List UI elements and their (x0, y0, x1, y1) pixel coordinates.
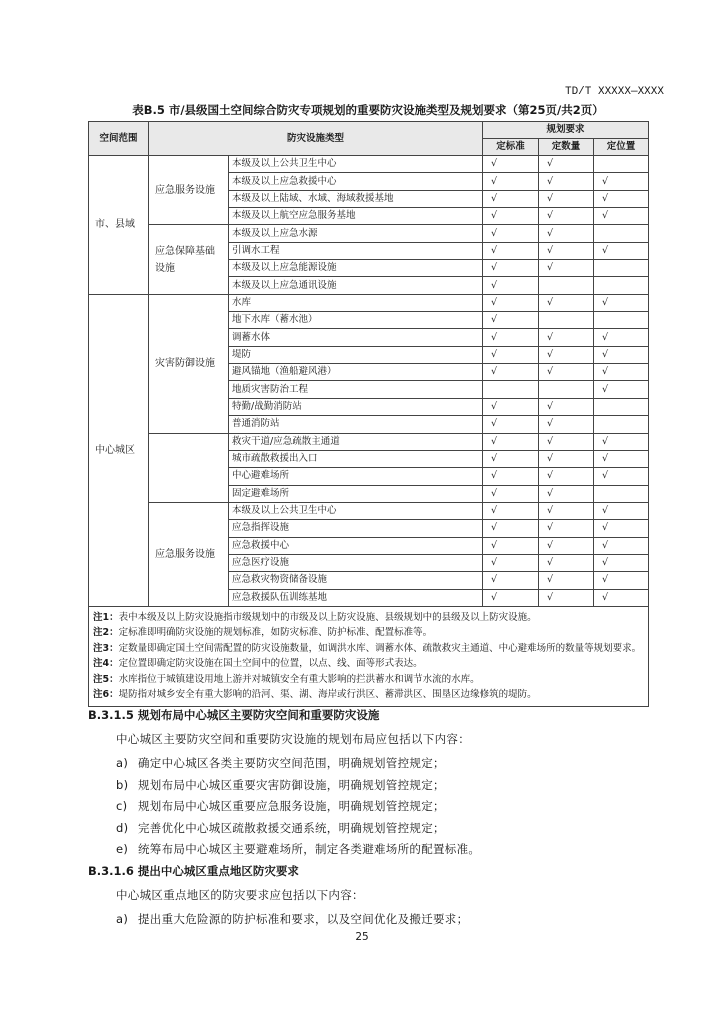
check-cell-pos (594, 260, 649, 277)
list-item-text: 规划布局中心城区重要应急服务设施，明确规划管控规定； (138, 799, 445, 813)
check-cell-qty: √ (539, 468, 594, 485)
header-facility-type: 防灾设施类型 (149, 122, 483, 156)
check-cell-pos: √ (594, 190, 649, 207)
facility-name-cell: 本级及以上应急救援中心 (229, 173, 483, 190)
list-marker: d) (116, 820, 129, 835)
check-cell-pos: √ (594, 450, 649, 467)
facility-name-cell: 救灾干道/应急疏散主通道 (229, 433, 483, 450)
list-marker: e) (116, 842, 129, 856)
facility-name-cell: 城市疏散救援出入口 (229, 450, 483, 467)
facility-name-cell: 固定避难场所 (229, 485, 483, 502)
facility-name-cell: 地下水库（蓄水池） (229, 312, 483, 329)
check-cell-qty: √ (539, 572, 594, 589)
note-text: 定数量即确定国土空间需配置的防灾设施数量，如调洪水库、调蓄水体、疏散救灾主通道、中心避难场所的数量等规划要求。 (118, 642, 642, 654)
header-scope: 空间范围 (89, 122, 149, 156)
facility-name-cell: 本级及以上公共卫生中心 (229, 156, 483, 173)
section-intro-b3116: 中心城区重点地区的防灾要求应包括以下内容： (116, 888, 364, 902)
facility-name-cell: 应急指挥设施 (229, 520, 483, 537)
check-cell-std: √ (483, 520, 539, 537)
check-cell-std: √ (483, 572, 539, 589)
list-item-text: 完善优化中心城区疏散救援交通系统，明确规划管控规定； (138, 820, 445, 835)
check-cell-std: √ (483, 537, 539, 554)
check-cell-qty (539, 277, 594, 294)
check-cell-std: √ (483, 329, 539, 346)
table-note (93, 687, 644, 703)
check-cell-std: √ (483, 589, 539, 606)
check-cell-pos: √ (594, 173, 649, 190)
check-cell-std: √ (483, 450, 539, 467)
check-cell-qty: √ (539, 364, 594, 381)
check-cell-std: √ (483, 502, 539, 519)
check-cell-qty: √ (539, 502, 594, 519)
note-label: 注1： (93, 611, 119, 623)
check-cell-std: √ (483, 416, 539, 433)
check-cell-pos: √ (594, 329, 649, 346)
note-label: 注5： (93, 673, 119, 685)
list-item (116, 820, 445, 836)
section-heading-b3115: B.3.1.5 规划布局中心城区主要防灾空间和重要防灾设施 (88, 708, 380, 722)
check-cell-std: √ (483, 433, 539, 450)
list-item-text: 提出重大危险源的防护标准和要求，以及空间优化及搬迁要求； (138, 912, 469, 926)
facility-name-cell: 堤防 (229, 346, 483, 363)
check-cell-std: √ (483, 312, 539, 329)
check-cell-std: √ (483, 485, 539, 502)
list-item (116, 841, 480, 857)
list-item-text: 规划布局中心城区重要灾害防御设施，明确规划管控规定； (138, 777, 445, 792)
table-title: 表B.5 市/县级国土空间综合防灾专项规划的重要防灾设施类型及规划要求（第25页/共2页） (132, 103, 604, 117)
check-cell-std: √ (483, 554, 539, 571)
table-note (93, 625, 644, 641)
facility-name-cell: 避风锚地（渔船避风港） (229, 364, 483, 381)
note-text: 堤防指对城乡安全有重大影响的沿河、渠、湖、海岸或行洪区、蓄滞洪区、围垦区边缘修筑的堤防。 (118, 689, 537, 701)
category-cell: 应急保障基础设施 (149, 225, 229, 294)
check-cell-qty (539, 312, 594, 329)
list-item (116, 755, 445, 771)
table-notes (89, 606, 649, 706)
check-cell-qty: √ (539, 260, 594, 277)
list-marker: b) (116, 777, 129, 792)
category-cell: 应急服务设施 (149, 502, 229, 606)
section-intro-b3115: 中心城区主要防灾空间和重要防灾设施的规划布局应包括以下内容： (116, 732, 470, 746)
facility-table (88, 121, 649, 707)
check-cell-pos (594, 225, 649, 242)
category-cell: 应急服务设施 (149, 156, 229, 225)
table-row (89, 502, 649, 519)
check-cell-qty: √ (539, 433, 594, 450)
check-cell-pos: √ (594, 537, 649, 554)
category-cell (149, 433, 229, 502)
check-cell-std: √ (483, 242, 539, 259)
facility-name-cell: 本级及以上应急水源 (229, 225, 483, 242)
header-standard: 定标准 (483, 139, 539, 156)
check-cell-pos: √ (594, 520, 649, 537)
check-cell-qty: √ (539, 225, 594, 242)
facility-name-cell: 调蓄水体 (229, 329, 483, 346)
check-cell-pos: √ (594, 208, 649, 225)
list-marker: a) (116, 912, 129, 926)
check-cell-qty: √ (539, 485, 594, 502)
check-cell-pos: √ (594, 572, 649, 589)
check-cell-qty: √ (539, 554, 594, 571)
check-cell-std: √ (483, 277, 539, 294)
page-number: 25 (355, 931, 369, 943)
facility-name-cell: 中心避难场所 (229, 468, 483, 485)
check-cell-pos: √ (594, 294, 649, 311)
document-code: TD/T XXXXX—XXXX (564, 86, 664, 98)
facility-name-cell: 本级及以上应急通讯设施 (229, 277, 483, 294)
facility-name-cell: 应急救灾物资储备设施 (229, 572, 483, 589)
facility-name-cell: 本级及以上应急能源设施 (229, 260, 483, 277)
check-cell-pos (594, 485, 649, 502)
table-row (89, 156, 649, 173)
table-note (93, 641, 644, 657)
table-row (89, 225, 649, 242)
list-marker: a) (116, 756, 129, 770)
check-cell-qty: √ (539, 416, 594, 433)
check-cell-pos: √ (594, 364, 649, 381)
check-cell-qty: √ (539, 520, 594, 537)
table-note (93, 610, 644, 626)
check-cell-qty (539, 381, 594, 398)
scope-cell: 市、县域 (89, 156, 149, 295)
facility-name-cell: 引调水工程 (229, 242, 483, 259)
header-planning-requirements: 规划要求 (483, 122, 649, 139)
facility-name-cell: 应急医疗设施 (229, 554, 483, 571)
check-cell-std: √ (483, 346, 539, 363)
table-row (89, 294, 649, 311)
facility-table-wrapper (88, 121, 648, 707)
header-quantity: 定数量 (539, 139, 594, 156)
check-cell-std: √ (483, 156, 539, 173)
note-text: 定位置即确定防灾设施在国土空间中的位置，以点、线、面等形式表达。 (118, 658, 423, 670)
scope-cell: 中心城区 (89, 294, 149, 606)
note-label: 注3： (93, 642, 119, 654)
check-cell-qty: √ (539, 450, 594, 467)
check-cell-std: √ (483, 225, 539, 242)
check-cell-pos (594, 156, 649, 173)
facility-name-cell: 水库 (229, 294, 483, 311)
check-cell-pos: √ (594, 502, 649, 519)
list-item (116, 911, 468, 927)
facility-name-cell: 地质灾害防治工程 (229, 381, 483, 398)
facility-name-cell: 应急救援队伍训练基地 (229, 589, 483, 606)
section-heading-b3116: B.3.1.6 提出中心城区重点地区防灾要求 (88, 864, 299, 878)
note-label: 注4： (93, 658, 119, 670)
facility-name-cell: 应急救援中心 (229, 537, 483, 554)
check-cell-pos: √ (594, 589, 649, 606)
header-position: 定位置 (594, 139, 649, 156)
facility-name-cell: 本级及以上航空应急服务基地 (229, 208, 483, 225)
check-cell-std: √ (483, 294, 539, 311)
check-cell-std: √ (483, 190, 539, 207)
check-cell-qty: √ (539, 173, 594, 190)
check-cell-std (483, 381, 539, 398)
list-item-text: 统筹布局中心城区主要避难场所，制定各类避难场所的配置标准。 (138, 842, 481, 856)
check-cell-std: √ (483, 468, 539, 485)
check-cell-qty: √ (539, 208, 594, 225)
check-cell-pos (594, 416, 649, 433)
list-marker: c) (116, 799, 128, 813)
check-cell-qty: √ (539, 242, 594, 259)
list-item-text: 确定中心城区各类主要防灾空间范围，明确规划管控规定； (138, 756, 445, 770)
check-cell-pos: √ (594, 433, 649, 450)
note-text: 表中本级及以上防灾设施指市级规划中的市级及以上防灾设施、县级规划中的县级及以上防灾设施。 (118, 611, 537, 623)
check-cell-qty: √ (539, 329, 594, 346)
table-row (89, 433, 649, 450)
check-cell-pos (594, 398, 649, 415)
check-cell-pos: √ (594, 381, 649, 398)
check-cell-pos (594, 277, 649, 294)
note-label: 注6： (93, 689, 119, 701)
facility-name-cell: 本级及以上陆域、水域、海域救援基地 (229, 190, 483, 207)
check-cell-pos: √ (594, 346, 649, 363)
table-body (89, 156, 649, 607)
check-cell-pos: √ (594, 468, 649, 485)
check-cell-std: √ (483, 364, 539, 381)
check-cell-qty: √ (539, 294, 594, 311)
facility-name-cell: 普通消防站 (229, 416, 483, 433)
check-cell-pos: √ (594, 554, 649, 571)
facility-name-cell: 本级及以上公共卫生中心 (229, 502, 483, 519)
table-note (93, 672, 644, 688)
check-cell-std: √ (483, 208, 539, 225)
note-text: 水库指位于城镇建设用地上游并对城镇安全有重大影响的拦洪蓄水和调节水流的水库。 (118, 673, 480, 685)
check-cell-std: √ (483, 173, 539, 190)
note-text: 定标准即明确防灾设施的规划标准，如防灾标准、防护标准、配置标准等。 (118, 627, 433, 639)
list-item (116, 798, 445, 814)
check-cell-pos (594, 312, 649, 329)
check-cell-qty: √ (539, 346, 594, 363)
list-item (116, 777, 445, 793)
category-cell: 灾害防御设施 (149, 294, 229, 433)
check-cell-qty: √ (539, 156, 594, 173)
check-cell-qty: √ (539, 190, 594, 207)
check-cell-std: √ (483, 260, 539, 277)
facility-name-cell: 特勤/战勤消防站 (229, 398, 483, 415)
check-cell-qty: √ (539, 398, 594, 415)
check-cell-qty: √ (539, 589, 594, 606)
check-cell-qty: √ (539, 537, 594, 554)
check-cell-pos: √ (594, 242, 649, 259)
note-label: 注2： (93, 627, 119, 639)
check-cell-std: √ (483, 398, 539, 415)
table-note (93, 656, 644, 672)
